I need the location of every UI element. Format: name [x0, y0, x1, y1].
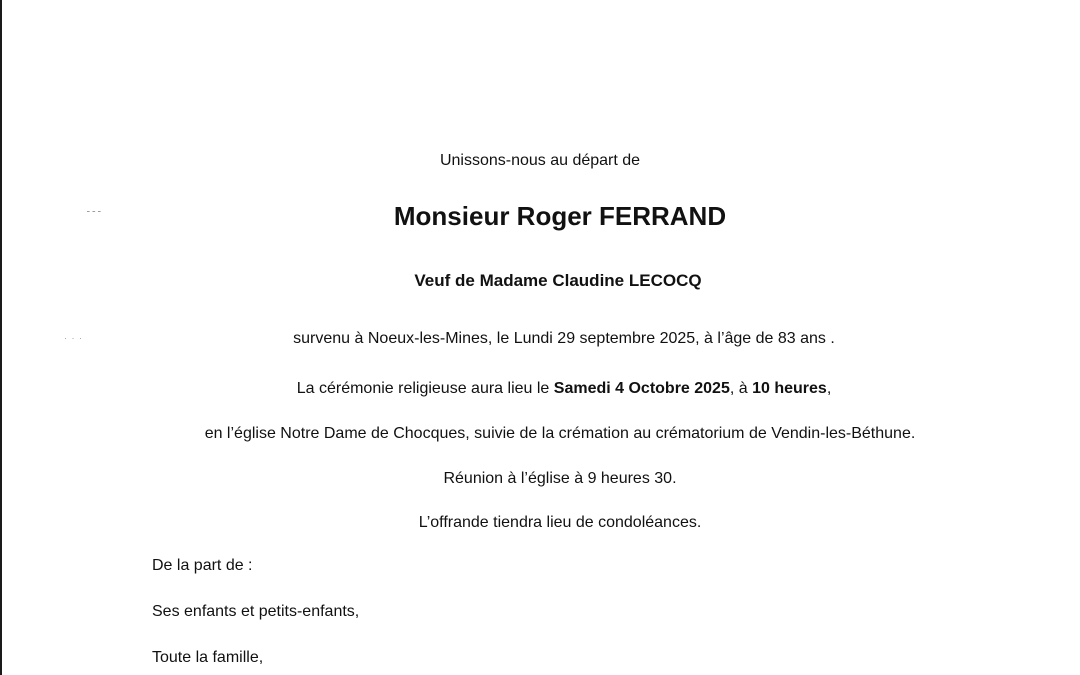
offering-line: L’offrande tiendra lieu de condoléances. [418, 514, 702, 531]
deceased-name: Monsieur Roger FERRAND [393, 201, 727, 231]
scan-speck: · · · [64, 333, 83, 343]
location-line: en l’église Notre Dame de Chocques, suivie de la crémation au crématorium de Vendin-les-Béthune. [204, 425, 916, 442]
ceremony-line [24, 381, 1080, 397]
from-label: De la part de : [152, 557, 253, 574]
intro-line: Unissons-nous au départ de [439, 152, 641, 169]
ceremony-prefix: La cérémonie religieuse aura lieu le [296, 380, 554, 397]
ceremony-suffix: , [826, 380, 832, 397]
family-line: Toute la famille, [152, 649, 264, 666]
family-line: Ses enfants et petits-enfants, [152, 603, 360, 620]
scan-speck: ⁃⁃⁃ [86, 207, 103, 217]
meeting-line: Réunion à l’église à 9 heures 30. [443, 470, 677, 487]
scan-border [0, 0, 2, 675]
death-line: survenu à Noeux-les-Mines, le Lundi 29 septembre 2025, à l’âge de 83 ans . [293, 330, 835, 347]
ceremony-middle: , à [729, 380, 753, 397]
ceremony-date: Samedi 4 Octobre 2025 [553, 380, 730, 397]
widowhood-line: Veuf de Madame Claudine LECOCQ [414, 271, 702, 290]
ceremony-time: 10 heures [752, 380, 827, 397]
